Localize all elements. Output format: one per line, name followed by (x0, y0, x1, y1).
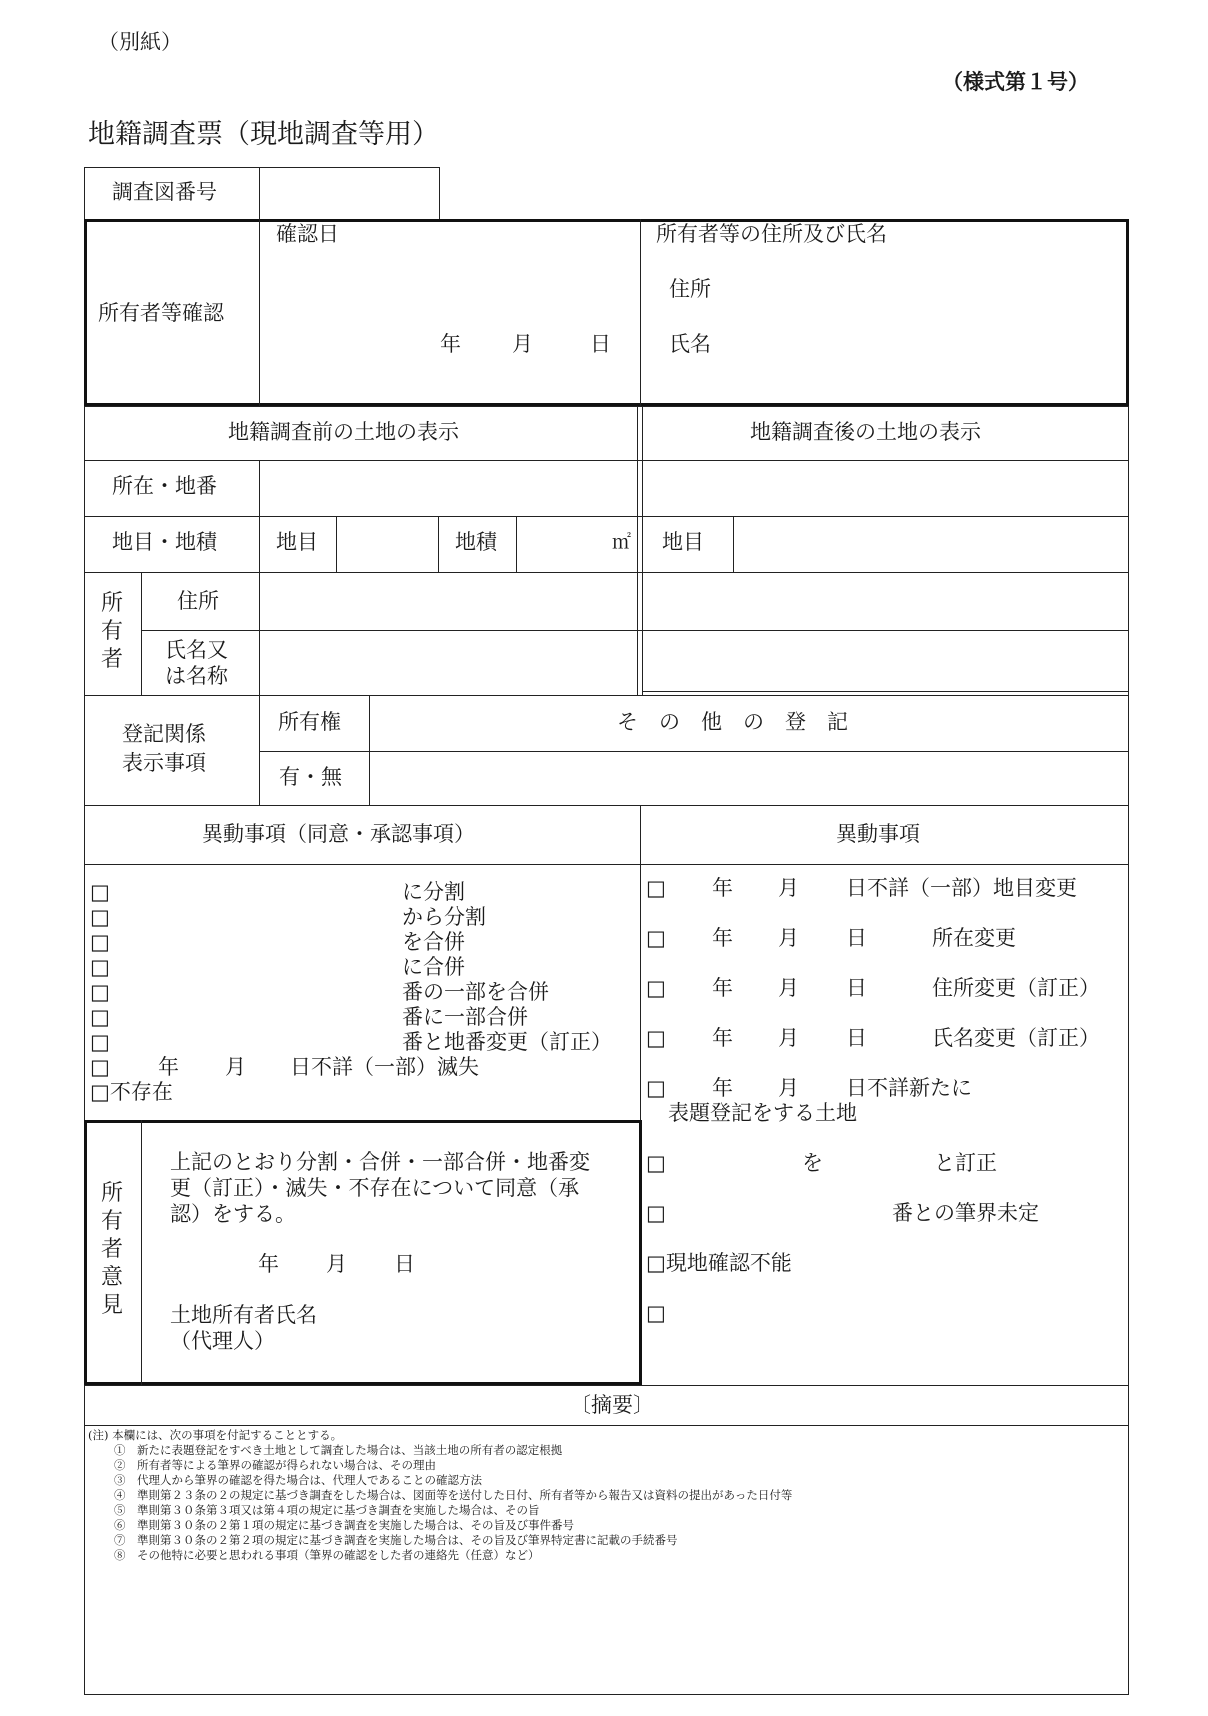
change-checkbox-2[interactable]: □ (90, 905, 110, 929)
change-checkbox-6[interactable]: □ (90, 1005, 110, 1029)
registration-label-2: 表示事項 (122, 751, 206, 775)
right-text-6: と訂正 (934, 1151, 997, 1175)
owner-opinion-label: 所有者意見 (100, 1181, 123, 1318)
owner-name-label: 氏名 (669, 332, 711, 356)
note-4: ④ 準則第２３条の２の規定に基づき調査をした場合は、図面等を送付した日付、所有者等から報告又は資料の提出があった日付等 (114, 1488, 793, 1502)
opinion-day: 日 (394, 1252, 415, 1276)
note-3: ③ 代理人から筆界の確認を得た場合は、代理人であることの確認方法 (114, 1473, 482, 1487)
land-owner-address-before-input[interactable] (263, 575, 633, 627)
signature-input[interactable] (330, 1298, 630, 1358)
summary-input[interactable] (88, 1568, 1124, 1690)
area-label: 地積 (455, 530, 497, 554)
right-year-1: 年 (712, 876, 733, 900)
land-after-header: 地籍調査後の土地の表示 (750, 420, 981, 444)
change-text-3: を合併 (402, 930, 465, 954)
right-year-2: 年 (712, 926, 733, 950)
owner-vertical-label: 所有者 (100, 591, 123, 672)
land-owner-address-label: 住所 (177, 589, 219, 613)
right-text-6-wo: を (802, 1151, 823, 1175)
note-intro: (注) 本欄には、次の事項を付記することとする。 (88, 1428, 343, 1442)
right-text-3: 住所変更（訂正） (932, 976, 1100, 1000)
right-month-3: 月 (778, 976, 799, 1000)
change-text-7: 番と地番変更（訂正） (402, 1030, 612, 1054)
right-checkbox-site-unconfirmable[interactable]: □現地確認不能 (646, 1251, 792, 1275)
area-unit: ㎡ (612, 531, 632, 553)
right-checkbox-6[interactable]: □ (646, 1151, 666, 1175)
right-month-4: 月 (778, 1026, 799, 1050)
opinion-line-2: 更（訂正）・滅失・不存在について同意（承 (170, 1176, 580, 1200)
land-owner-address-after-input[interactable] (646, 575, 1124, 627)
location-after-input[interactable] (646, 463, 1124, 513)
right-checkbox-other[interactable]: □ (646, 1301, 666, 1325)
confirm-date-input[interactable] (264, 250, 636, 400)
location-before-input[interactable] (263, 463, 633, 513)
right-text-2: 所在変更 (932, 926, 1016, 950)
land-owner-name-before-input[interactable] (263, 633, 633, 691)
land-owner-name-label-2: は名称 (165, 664, 228, 688)
agent-label: （代理人） (170, 1329, 275, 1353)
right-month-2: 月 (778, 926, 799, 950)
page-title: 地籍調査票（現地調査等用） (88, 119, 439, 150)
change-checkbox-loss[interactable]: □ (90, 1055, 110, 1079)
change-text-1: に分割 (402, 880, 465, 904)
right-day-2: 日 (846, 926, 867, 950)
change-text-4: に合併 (402, 955, 465, 979)
survey-map-number-input[interactable] (262, 170, 436, 216)
note-1: ① 新たに表題登記をすべき土地として調査した場合は、当該土地の所有者の認定根拠 (114, 1443, 563, 1457)
location-label: 所在・地番 (112, 474, 217, 498)
category-before-input[interactable] (340, 519, 434, 569)
note-8: ⑧ その他特に必要と思われる事項（筆界の確認をした者の連絡先（任意）など） (114, 1548, 540, 1562)
category-area-label: 地目・地積 (112, 530, 217, 554)
right-month-1: 月 (778, 876, 799, 900)
right-text-1: 日不詳（一部）地目変更 (846, 876, 1077, 900)
owner-confirmation-label: 所有者等確認 (98, 301, 224, 325)
change-checkbox-3[interactable]: □ (90, 930, 110, 954)
other-registration-input[interactable] (373, 754, 1125, 802)
opinion-line-1: 上記のとおり分割・合併・一部合併・地番変 (170, 1150, 590, 1174)
other-registration-label: そ の 他 の 登 記 (617, 710, 848, 734)
attachment-label: （別紙） (98, 30, 182, 54)
signature-label: 土地所有者氏名 (170, 1303, 317, 1327)
right-year-4: 年 (712, 1026, 733, 1050)
right-checkbox-7[interactable]: □ (646, 1201, 666, 1225)
note-2: ② 所有者等による筆界の確認が得られない場合は、その理由 (114, 1458, 436, 1472)
loss-text: 日不詳（一部）滅失 (290, 1055, 479, 1079)
confirm-date-year: 年 (440, 332, 461, 356)
loss-year: 年 (158, 1055, 179, 1079)
right-checkbox-5[interactable]: □ (646, 1076, 666, 1100)
change-checkbox-1[interactable]: □ (90, 880, 110, 904)
right-year-3: 年 (712, 976, 733, 1000)
note-6: ⑥ 準則第３０条の２第１項の規定に基づき調査を実施した場合は、その旨及び事件番号 (114, 1518, 574, 1532)
change-text-2: から分割 (402, 905, 486, 929)
opinion-year: 年 (258, 1252, 279, 1276)
right-checkbox-3[interactable]: □ (646, 976, 666, 1000)
opinion-month: 月 (326, 1252, 347, 1276)
right-checkbox-4[interactable]: □ (646, 1026, 666, 1050)
loss-month: 月 (225, 1055, 246, 1079)
owner-address-label: 住所 (669, 277, 711, 301)
land-before-header: 地籍調査前の土地の表示 (228, 420, 459, 444)
change-checkbox-5[interactable]: □ (90, 980, 110, 1004)
change-text-6: 番に一部合併 (402, 1005, 528, 1029)
right-other-input[interactable] (676, 1296, 1124, 1330)
right-text-5b: 表題登記をする土地 (668, 1101, 857, 1125)
right-checkbox-2[interactable]: □ (646, 926, 666, 950)
land-owner-name-label-1: 氏名又 (165, 638, 228, 662)
confirm-date-month: 月 (512, 332, 533, 356)
changes-consent-header: 異動事項（同意・承認事項） (202, 822, 475, 846)
summary-header: 〔摘要〕 (570, 1393, 654, 1417)
opinion-line-3: 認）をする。 (170, 1202, 296, 1226)
confirm-date-label: 確認日 (276, 222, 339, 246)
change-checkbox-4[interactable]: □ (90, 955, 110, 979)
right-checkbox-1[interactable]: □ (646, 876, 666, 900)
right-text-7: 番との筆界未定 (892, 1201, 1039, 1225)
change-checkbox-nonexistent[interactable]: □不存在 (90, 1080, 173, 1104)
right-text-4: 氏名変更（訂正） (932, 1026, 1100, 1050)
category-before-label: 地目 (276, 530, 318, 554)
note-7: ⑦ 準則第３０条の２第２項の規定に基づき調査を実施した場合は、その旨及び筆界特定書に記載の手続番号 (114, 1533, 678, 1547)
ownership-presence-selector[interactable]: 有・無 (279, 765, 342, 789)
land-owner-name-after-input[interactable] (646, 633, 1124, 688)
owner-info-label: 所有者等の住所及び氏名 (656, 222, 887, 246)
right-year-5: 年 (712, 1076, 733, 1100)
owner-name-input[interactable] (724, 325, 1122, 365)
form-number: （様式第１号） (942, 70, 1089, 94)
note-5: ⑤ 準則第３０条第３項又は第４項の規定に基づき調査を実施した場合は、その旨 (114, 1503, 540, 1517)
change-text-5: 番の一部を合併 (402, 980, 549, 1004)
right-day-4: 日 (846, 1026, 867, 1050)
change-checkbox-7[interactable]: □ (90, 1030, 110, 1054)
confirm-date-day: 日 (590, 332, 611, 356)
changes-header: 異動事項 (836, 822, 920, 846)
area-input[interactable] (520, 519, 612, 569)
right-month-5: 月 (778, 1076, 799, 1100)
survey-map-number-label: 調査図番号 (112, 180, 217, 204)
category-after-input[interactable] (737, 519, 1125, 569)
owner-address-input[interactable] (724, 270, 1122, 310)
right-text-5: 日不詳新たに (846, 1076, 972, 1100)
ownership-label: 所有権 (278, 710, 341, 734)
registration-label-1: 登記関係 (122, 722, 206, 746)
right-day-3: 日 (846, 976, 867, 1000)
category-after-label: 地目 (662, 530, 704, 554)
